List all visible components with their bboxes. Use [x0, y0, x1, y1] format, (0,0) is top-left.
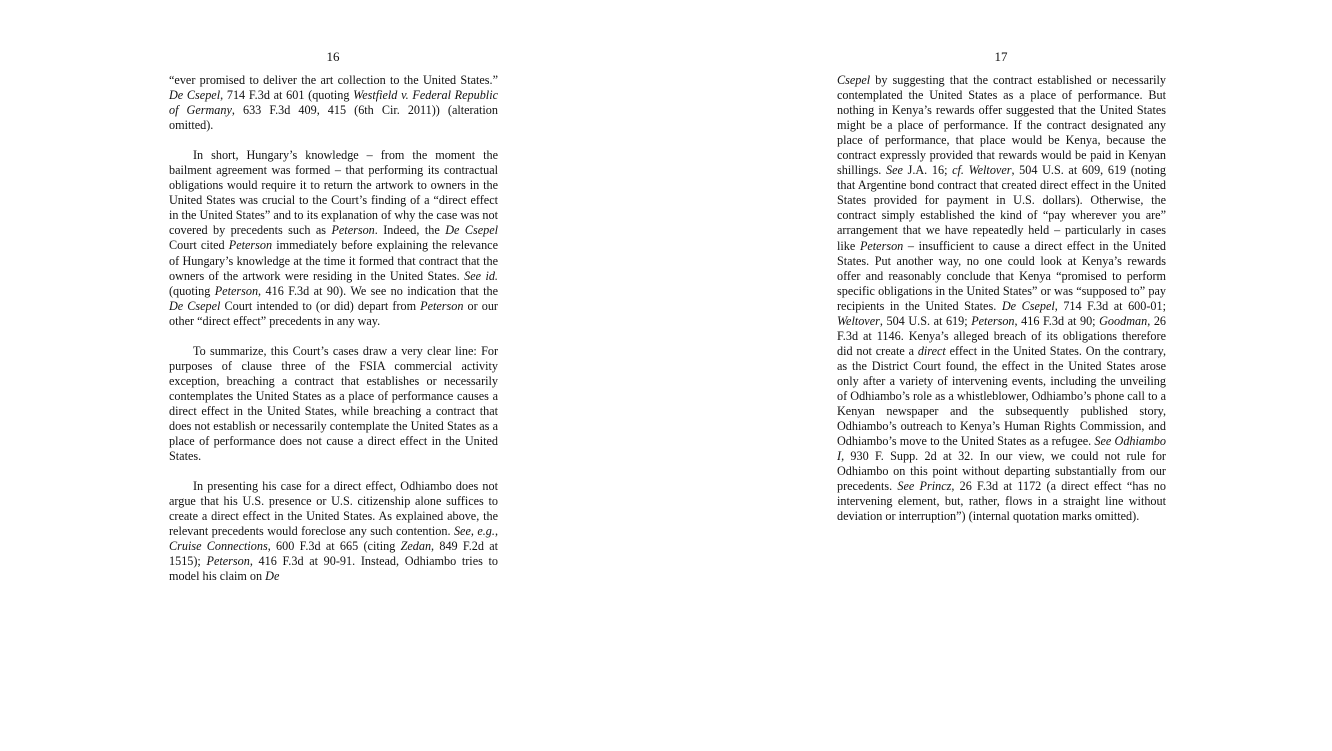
italic-text-run: Peterson [206, 554, 250, 569]
italic-text-run: Cruise Connections [169, 539, 268, 554]
text-run: , 633 F.3d 409, 415 (6th Cir. 2011)) (alteration omitted). [169, 103, 498, 133]
italic-text-run: De [265, 569, 280, 584]
italic-text-run: De Csepel [445, 223, 498, 238]
paragraph [169, 73, 498, 133]
text-run: , 416 F.3d at 90-91. Instead, Odhiambo tries to model his claim on [169, 554, 498, 584]
text-run: Court cited [169, 238, 229, 253]
italic-text-run: De Csepel [169, 88, 221, 103]
italic-text-run: Peterson [971, 313, 1015, 328]
italic-text-run: direct [917, 343, 946, 358]
paragraph [169, 148, 498, 329]
text-run: , 849 F.2d at 1515); [169, 539, 498, 569]
text-run: , 930 F. Supp. 2d at 32. In our view, we could not rule for Odhiambo on this point without departing substantially from our precedents. [837, 449, 1166, 494]
italic-text-run: Peterson [420, 298, 464, 313]
italic-text-run: See Princz [897, 479, 952, 494]
italic-text-run: Csepel [837, 73, 871, 87]
page-number: 16 [326, 49, 340, 64]
text-run: . Indeed, the [374, 223, 446, 238]
text-run: effect in the United States. On the contrary, as the District Court found, the effect in the United States arose only after a variety of intervening events, including the unveiling of Odhiambo’s role as a whistleblower, Odhiambo’s phone call to a Kenyan newspaper and the subsequently published story, Odhiambo’s outreach to Kenya’s Human Rights Commission, and Odhiambo’s move to the United States as a refugee. [837, 343, 1166, 449]
italic-text-run: Westfield v. Federal Republic of Germany [169, 88, 498, 118]
text-run: – insufficient to cause a direct effect in the United States. Put another way, no one could look at Kenya’s rewards offer and reasonably conclude that Kenya “promised to perform specific obligations in the United States” or was “supposed to” pay recipients in the United States. [837, 238, 1166, 313]
italic-text-run: De Csepel [1001, 298, 1055, 313]
italic-text-run: Goodman [1099, 313, 1148, 328]
paragraph [169, 479, 498, 584]
text-run: , 26 F.3d at 1172 (a direct effect “has no intervening element, but, rather, flows in a straight line without deviation or interruption”) (internal quotation marks omitted). [837, 479, 1166, 524]
italic-text-run: See, e.g. [453, 524, 495, 539]
text-run: In presenting his case for a direct effect, Odhiambo does not argue that his U.S. presence or U.S. citizenship alone suffices to create a direct effect in the United States. As explained above, the relevant precedents would foreclose any such contention. [169, 479, 498, 539]
text-run: , 416 F.3d at 90; [1014, 313, 1100, 328]
text-run: To summarize, this Court’s cases draw a very clear line: For purposes of clause three of the FSIA commercial activity exception, breaching a contract that establishes or necessarily contemplates the United States as a place of performance causes a direct effect in the United States, while breaching a contract that does not establish or necessarily contemplate the United States as a place of performance does not cause a direct effect in the United States. [169, 343, 498, 464]
italic-text-run: Peterson [228, 238, 273, 253]
text-run: Court intended to (or did) depart from [220, 298, 421, 313]
italic-text-run: De Csepel [169, 298, 221, 313]
text-run: , 504 U.S. at 619; [879, 313, 972, 328]
text-run: immediately before explaining the relevance of Hungary’s knowledge at the time it formed that contract that the owners of the artwork were residing in the United States. [169, 238, 498, 283]
italic-text-run: See [886, 163, 903, 178]
italic-text-run: Zedan [400, 539, 432, 554]
text-run: In short, Hungary’s knowledge – from the moment the bailment agreement was formed – that performing its contractual obligations would require it to return the artwork to owners in the United States was crucial to the Court’s finding of a “direct effect in the United States” and to its explanation of why the case was not covered by precedents such as [169, 148, 498, 238]
page-body [169, 73, 498, 584]
text-run: or our other “direct effect” precedents in any way. [169, 298, 498, 328]
text-run: , 714 F.3d at 600-01; [1054, 298, 1167, 313]
paragraph [837, 73, 1166, 524]
italic-text-run: cf. Weltover [952, 163, 1012, 178]
text-run: , 26 F.3d at 1146. Kenya’s alleged breach of its obligations therefore did not create a [837, 313, 1167, 358]
italic-text-run: See Odhiambo I [837, 434, 1166, 464]
italic-text-run: See id. [464, 268, 498, 283]
paragraph [169, 344, 498, 464]
italic-text-run: Peterson [214, 283, 259, 298]
italic-text-run: Weltover [837, 313, 880, 328]
page-17 [666, 0, 1332, 751]
text-run: , 416 F.3d at 90). We see no indication that the [258, 283, 498, 298]
text-run: “ever promised to deliver the art collection to the United States.” [169, 73, 498, 87]
text-run: , 600 F.3d at 665 (citing [267, 539, 401, 554]
text-run: by suggesting that the contract established or necessarily contemplated the United States as a place of performance. But nothing in Kenya’s rewards offer suggested that the United States might be a place of performance. If the contract designated any place of performance, that place would be Kenya, because the contract expressly provided that rewards would be paid in Kenyan shillings. [837, 73, 1166, 178]
italic-text-run: Peterson [859, 238, 904, 253]
page-number: 17 [994, 49, 1008, 64]
text-run: , 714 F.3d at 601 (quoting [220, 88, 354, 103]
italic-text-run: Peterson [331, 223, 375, 238]
text-run: , [494, 524, 498, 539]
page-body [837, 73, 1166, 524]
text-run: (quoting [169, 283, 215, 298]
text-run: J.A. 16; [902, 163, 953, 178]
text-run: , 504 U.S. at 609, 619 (noting that Argentine bond contract that created direct effect in the United States provided for payment in U.S. dollars). Otherwise, the contract simply established the kind of “pay wherever you are” arrangement that we have repeatedly held – particularly in cases like [837, 163, 1166, 253]
